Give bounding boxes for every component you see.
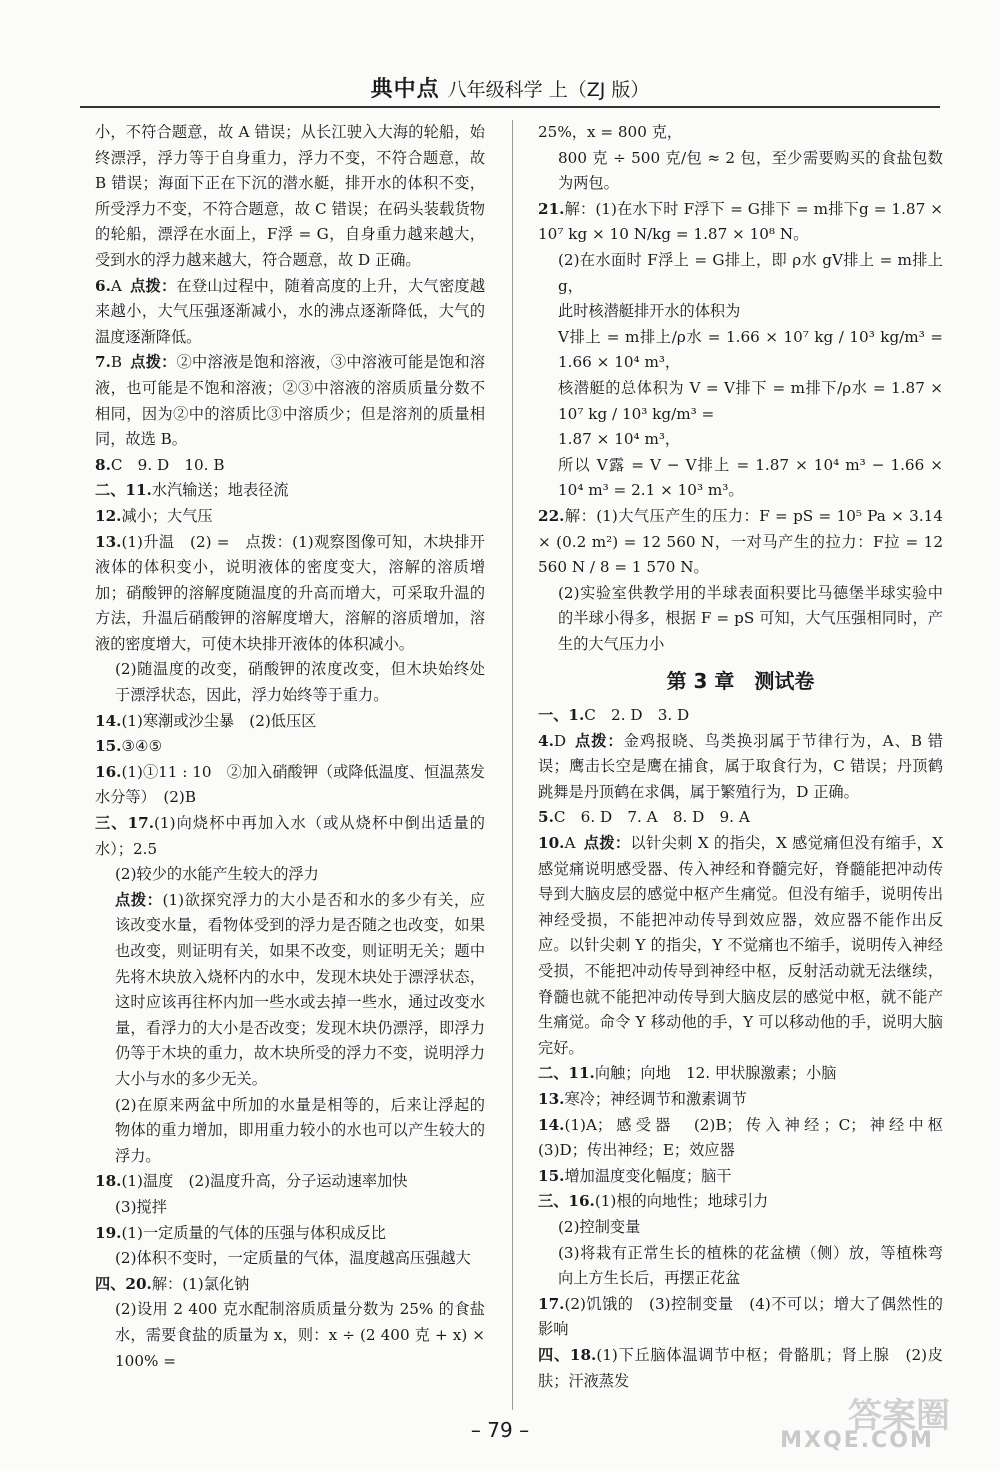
- answer-item: [538, 146, 943, 197]
- answer-text: C 2. D 3. D: [584, 706, 690, 725]
- page-title: 八年级科学 上（ZJ 版）: [447, 79, 650, 101]
- hint-label: 点拨：: [583, 834, 631, 853]
- answer-item: [95, 504, 485, 530]
- answer-item: [538, 1087, 943, 1113]
- answer-text: (1)一定质量的气体的压强与体积成反比: [121, 1223, 386, 1242]
- item-number: 一、1.: [538, 706, 585, 725]
- answer-item: [95, 1169, 485, 1195]
- answer-text: (2)饥饿的 (3)控制变量 (4)不可以；增大了偶然性的影响: [538, 1294, 943, 1339]
- answer-item: [95, 1195, 485, 1221]
- answer-text: 向触；向地 12. 甲状腺激素；小脑: [594, 1064, 837, 1083]
- answer-text: 增加温度变化幅度；脑干: [564, 1166, 732, 1185]
- item-number: 7.: [95, 353, 111, 372]
- watermark-logo: 答案圈: [848, 1396, 950, 1436]
- answer-item: [95, 1297, 485, 1374]
- answer-text: 解：(1)在水下时 F浮下 = G排下 = m排下g = 1.87 × 10⁷ kg × 10 N/kg = 1.87 × 10⁸ N。: [538, 199, 943, 244]
- answer-item: [95, 811, 485, 862]
- answer-text: (2)设用 2 400 克水配制溶质质量分数为 25% 的食盐水，需要食盐的质量为 x，则：x ÷ (2 400 克 + x) × 100% =: [115, 1300, 485, 1370]
- answer-text: C 6. D 7. A 8. D 9. A: [553, 808, 750, 827]
- answer-item: [95, 478, 485, 504]
- answer-item: [538, 504, 943, 581]
- item-number: 21.: [538, 199, 565, 218]
- answer-item: [538, 729, 943, 806]
- watermark-url: MXQE.COM: [780, 1427, 934, 1453]
- answer-text: (2)体积不变时，一定质量的气体，温度越高压强越大: [115, 1249, 471, 1268]
- answer-text: (2)实验室供教学用的半球表面积要比马德堡半球实验中的半球小得多，根据 F = pS 可知，大气压强相同时，产生的大气压力小: [558, 583, 943, 653]
- answer-item: [538, 1343, 943, 1394]
- answer-item: [538, 831, 943, 1061]
- answer-text: 以针尖刺 X 的指尖，X 感觉痛但没有缩手，X 感觉痛说明感受器、传入神经和脊髓完好，脊髓能把冲动传导到大脑皮层的感觉中枢产生痛觉。但没有缩手，说明传出神经受损，不能把冲动传导到效应器，效应器不能作出反应。以针尖刺 Y 的指尖，Y 不觉痛也不缩手，说明传入神经受损，不能把冲动传导到神经中枢，反射活动就无法继续，脊髓也就不能把冲动传导到大脑皮层的感觉中枢，就不能产生痛觉。命令 Y 移动他的手，Y 可以移动他的手，说明大脑完好。: [538, 834, 944, 1057]
- answer-item: [95, 1246, 485, 1272]
- item-number: 四、20.: [95, 1274, 152, 1293]
- answer-text: 水汽输送；地表径流: [151, 481, 289, 500]
- answer-item: [95, 709, 485, 735]
- hint-label: 点拨：: [574, 731, 624, 750]
- answer-item: [95, 862, 485, 888]
- item-number: 14.: [95, 711, 122, 730]
- answer-text: (1)升温 (2) = 点拨：(1)观察图像可知，木块排开液体的体积变小，说明液体的密度变大，溶解的溶质增加；硝酸钾的溶解度随温度的升高而增大，可采取升温的方法，升温后硝酸钾的溶解度增大，溶解的溶质增加，溶液的密度增大，可使木块排开液体的体积减小。: [95, 532, 485, 653]
- item-number: 15.: [538, 1166, 565, 1185]
- answer-text: (1)欲探究浮力的大小是否和水的多少有关，应该改变水量，看物体受到的浮力是否随之也改变，如果也改变，则证明有关，如果不改变，则证明无关；题中先将木块放入烧杯内的水中，发现木块处于漂浮状态，这时应该再往杯内加一些水或去掉一些水，通过改变水量，看浮力的大小是否改变；发现木块仍漂浮，即浮力仍等于木块的重力，故木块所受的浮力不变，说明浮力大小与水的多少无关。: [115, 890, 486, 1088]
- answer-text: 所以 V露 = V − V排上 = 1.87 × 10⁴ m³ − 1.66 × 10⁴ m³ = 2.1 × 10³ m³。: [558, 455, 943, 500]
- answer-text: V排上 = m排上/ρ水 = 1.66 × 10⁷ kg / 10³ kg/m³ = 1.66 × 10⁴ m³，: [558, 327, 943, 372]
- item-number: 13.: [95, 532, 122, 551]
- answer-item: [95, 274, 485, 351]
- answer-item: [538, 1189, 943, 1215]
- answer-text: 解：(1)大气压产生的压力：F = pS = 10⁵ Pa × 3.14 × (0.2 m²) = 12 560 N，一对马产生的拉力：F拉 = 12 560 N / 8 = 1 570 N。: [538, 506, 943, 577]
- item-number: 13.: [538, 1089, 565, 1108]
- answer-item: [538, 299, 943, 325]
- answer-letter: D: [553, 731, 567, 750]
- item-number: 16.: [95, 762, 122, 781]
- chapter-title: 第 3 章 测试卷: [666, 669, 815, 694]
- answer-text: ②中溶液是饱和溶液，③中溶液可能是饱和溶液，也可能是不饱和溶液；②③中溶液的溶质质量分数不相同，因为②中的溶质比③中溶质少；但是溶剂的质量相同，故选 B。: [95, 353, 486, 449]
- hint-label: 点拨：: [129, 276, 177, 295]
- column-divider: [512, 120, 513, 1410]
- answer-item: [95, 453, 485, 479]
- answer-text: 800 克 ÷ 500 克/包 ≈ 2 包，至少需要购买的食盐包数为两包。: [558, 148, 943, 193]
- item-number: 22.: [538, 506, 565, 525]
- item-number: 19.: [95, 1223, 122, 1242]
- brand-logo: 典中点: [370, 77, 440, 102]
- answer-item: [538, 453, 943, 504]
- answer-text: (1)向烧杯中再加入水（或从烧杯中倒出适量的水）；2.5: [95, 814, 485, 858]
- answer-item: [538, 1292, 943, 1343]
- answer-item: [95, 1221, 485, 1247]
- answer-text: 核潜艇的总体积为 V = V排下 = m排下/ρ水 = 1.87 × 10⁷ kg / 10³ kg/m³ =: [558, 378, 943, 423]
- answer-item: [538, 1061, 943, 1087]
- item-number: 5.: [538, 808, 554, 827]
- answer-item: [95, 760, 485, 811]
- answer-item: [538, 325, 943, 376]
- item-number: 18.: [95, 1172, 122, 1191]
- answer-letter: A: [110, 276, 122, 295]
- left-column: [95, 120, 485, 1374]
- item-number: 12.: [95, 506, 122, 525]
- answer-text: 解：(1)氯化钠: [151, 1274, 250, 1293]
- answer-text: (2)较少的水能产生较大的浮力: [115, 865, 319, 884]
- answer-item: [538, 1113, 959, 1164]
- item-number: 三、17.: [95, 814, 154, 833]
- answer-text: 在登山过程中，随着高度的上升，大气密度越来越小，大气压强逐渐减小，水的沸点逐渐降低，大气的温度逐渐降低。: [95, 276, 486, 346]
- answer-text: (2)控制变量: [558, 1217, 641, 1236]
- answer-text: 25%，x = 800 克，: [538, 123, 683, 141]
- item-number: 三、16.: [538, 1192, 595, 1211]
- item-number: 二、11.: [95, 481, 152, 500]
- page-number: – 79 –: [470, 1418, 530, 1442]
- answer-item: [95, 657, 485, 708]
- answer-text: C 9. D 10. B: [110, 455, 225, 474]
- item-number: 6.: [95, 276, 111, 295]
- right-column: [538, 120, 959, 1394]
- item-number: 10.: [538, 834, 565, 853]
- answer-item: [95, 350, 485, 452]
- item-number: 15.: [95, 737, 122, 756]
- answer-text: 金鸡报晓、鸟类换羽属于节律行为，A、B 错误；鹰击长空是鹰在捕食，属于取食行为，C 错误；丹顶鹤跳舞是丹顶鹤在求偶，属于繁殖行为，D 正确。: [538, 731, 943, 801]
- answer-text: (2)随温度的改变，硝酸钾的浓度改变，但木块始终处于漂浮状态，因此，浮力始终等于重力。: [115, 660, 485, 705]
- item-number: 8.: [95, 455, 111, 474]
- answer-text: 寒冷；神经调节和激素调节: [564, 1089, 747, 1108]
- answer-item: [538, 703, 943, 729]
- hint-label: 点拨：: [130, 353, 177, 372]
- item-number: 4.: [538, 731, 554, 750]
- answer-text: (1)①11 : 10 ②加入硝酸钾（或降低温度、恒温蒸发水分等） (2)B: [95, 762, 485, 807]
- answer-text: (1)A；感受器 (2)B；传入神经；C；神经中枢 (3)D；传出神经；E；效应器: [538, 1115, 959, 1160]
- answer-text: ③④⑤: [121, 737, 163, 756]
- item-number: 二、11.: [538, 1064, 595, 1083]
- answer-text: 1.87 × 10⁴ m³，: [558, 430, 681, 449]
- item-number: 四、18.: [538, 1345, 597, 1364]
- hint-label: 点拨：: [115, 890, 163, 909]
- answer-text: (3)将栽有正常生长的植株的花盆横（侧）放，等植株弯向上方生长后，再摆正花盆: [558, 1243, 943, 1288]
- answer-item: [538, 1215, 943, 1241]
- answer-item: [538, 376, 943, 427]
- answer-item: [538, 805, 943, 831]
- answer-item: [538, 1241, 943, 1292]
- answer-item: [538, 581, 943, 658]
- answer-item: [95, 120, 485, 274]
- answer-item: [538, 197, 943, 248]
- answer-text: (1)下丘脑体温调节中枢；骨骼肌；肾上腺 (2)皮肤；汗液蒸发: [538, 1345, 943, 1390]
- item-number: 14.: [538, 1115, 565, 1134]
- answer-item: [95, 734, 485, 760]
- answer-item: [95, 888, 485, 1093]
- answer-text: 减小；大气压: [121, 506, 213, 525]
- answer-item: [538, 248, 943, 299]
- answer-text: (1)根的向地性；地球引力: [594, 1192, 769, 1211]
- answer-text: (2)在原来两盆中所加的水量是相等的，后来让浮起的物体的重力增加，即用重力较小的水也可以产生较大的浮力。: [115, 1095, 485, 1165]
- answer-text: (1)温度 (2)温度升高，分子运动速率加快: [121, 1172, 408, 1191]
- item-number: 17.: [538, 1294, 565, 1313]
- answer-text: (2)在水面时 F浮上 = G排上，即 ρ水 gV排上 = m排上g，: [558, 250, 943, 295]
- answer-item: [538, 427, 943, 453]
- answer-item: [538, 120, 943, 146]
- answer-text: (3)搅拌: [115, 1197, 167, 1216]
- answer-text: 小，不符合题意，故 A 错误；从长江驶入大海的轮船，始终漂浮，浮力等于自身重力，浮力不变，不符合题意，故 B 错误；海面下正在下沉的潜水艇，排开水的体积不变，所受浮力不变，不符合题意，故 C 错误；在码头装载货物的轮船，漂浮在水面上，F浮 = G，自身重力越来越大，受到水的浮力越来越大，符合题意，故 D 正确。: [95, 123, 485, 269]
- answer-item: [95, 1272, 485, 1298]
- answer-letter: A: [564, 834, 576, 853]
- answer-text: 此时核潜艇排开水的体积为: [558, 302, 741, 321]
- answer-text: (1)寒潮或沙尘暴 (2)低压区: [121, 711, 317, 730]
- answer-item: [95, 1093, 485, 1170]
- answer-item: [538, 1164, 943, 1190]
- page-header: [80, 72, 940, 108]
- answer-item: [95, 530, 485, 658]
- answer-letter: B: [110, 353, 123, 372]
